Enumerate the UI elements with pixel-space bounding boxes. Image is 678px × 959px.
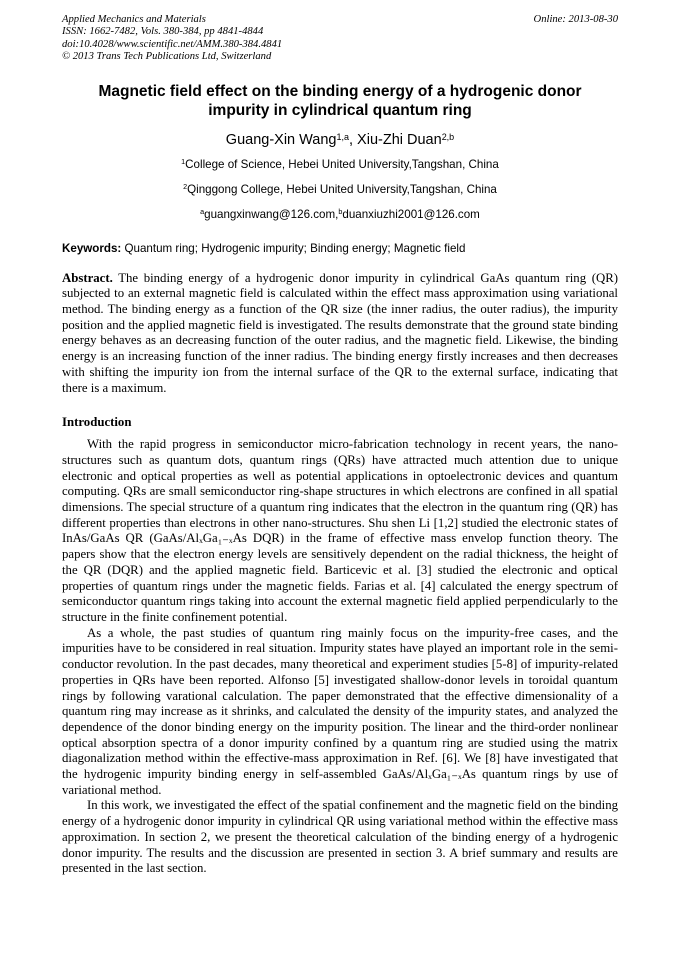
doi-line: doi:10.4028/www.scientific.net/AMM.380-384.4841 xyxy=(62,38,283,50)
affiliation-1-text: College of Science, Hebei United University,Tangshan, China xyxy=(185,157,499,171)
journal-name: Applied Mechanics and Materials xyxy=(62,14,206,25)
affiliation-1-marker: 1 xyxy=(181,157,186,167)
section-heading-introduction: Introduction xyxy=(62,415,132,430)
email-a: guangxinwang@126.com, xyxy=(204,207,339,221)
authors-line xyxy=(62,131,618,149)
author-name-2: , Xiu-Zhi Duan xyxy=(349,131,442,148)
intro-paragraph-1: With the rapid progress in semiconductor micro-fabrication technology in recent years, the nano-structures such as quantum dots, quantum rings (QRs) have attracted much attention due to unique electronic and optical properties as well as potential applications in optoelectronic devices and quantum computing. QRs are small semiconductor ring-shape structures in which electrons are confined in all spatial dimensions. The special structure of a quantum ring indicates that the electron in the quantum ring (QR) has different properties than electrons in other nano-structures. Shu shen Li [1,2] studied the electronic states of InAs/GaAs QR (GaAs/AlₓGa₁₋ₓAs DQR) in the frame of effective mass envelop function theory. The papers show that the electron energy levels are sensitively dependent on the radial thickness, the height of the QR (DQR) and the applied magnetic field. Barticevic et al. [3] studied the electronic and optical properties of quantum rings under the magnetic fields. Farias et al. [4] calculated the energy spectrum of semiconductor quantum rings taking into account the external magnetic field applied perpendicularly to the structure in the finite confinement potential. xyxy=(62,437,618,624)
email-b: duanxiuzhi2001@126.com xyxy=(342,207,480,221)
online-date: Online: 2013-08-30 xyxy=(533,14,618,25)
intro-paragraph-2: As a whole, the past studies of quantum ring mainly focus on the impurity-free cases, and the impurities have to be considered in real situation. Impurity states have played an important role in the semi-conductor revolution. In the past decades, many theoretical and experiment studies [5-8] of impurity-related properties in QRs have been reported. Alfonso [5] investigated shallow-donor levels in toroidal quantum rings by following varational calculation. The paper demonstrated that the effective dimensionality of a quantum ring may increase as it shrinks, and calculated the density of the impurity states, and analyzed the dependence of the donor binding energy on the impurity position. The linear and the third-order nonlinear optical absorption spectra of a donor impurity confined by a quantum ring are studied using the matrix diagonalization method within the effective-mass approximation in Ref. [6]. We [8] have investigated that the hydrogenic impurity binding energy in self-assembled GaAs/AlₓGa₁₋ₓAs quantum rings by use of variational method. xyxy=(62,625,618,797)
abstract-paragraph xyxy=(62,271,618,397)
intro-paragraph-3: In this work, we investigated the effect of the spatial confinement and the magnetic field on the binding energy of a hydrogenic donor impurity in cylindrical QR using variational method within the effective mass approximation. In section 2, we present the theoretical calculation of the binding energy of a hydrogenic donor impurity. The results and the discussion are presented in section 3. A brief summary and results are presented in the last section. xyxy=(62,798,618,876)
email-marker-a: a xyxy=(200,207,205,217)
page-header xyxy=(62,14,618,64)
author-sup-1: 1,a xyxy=(336,131,349,142)
email-marker-b: b xyxy=(338,207,343,217)
affiliation-2 xyxy=(62,183,618,197)
keywords-text: Quantum ring; Hydrogenic impurity; Binding energy; Magnetic field xyxy=(124,241,466,255)
author-name-1: Guang-Xin Wang xyxy=(225,131,337,148)
emails-line xyxy=(62,208,618,222)
affiliation-2-text: Qinggong College, Hebei United University,Tangshan, China xyxy=(187,182,497,196)
abstract-label: Abstract. xyxy=(62,270,113,285)
abstract-text: The binding energy of a hydrogenic donor impurity in cylindrical GaAs quantum ring (QR) subjected to an external magnetic field is calculated within the effect mass approximation using variational method. The binding energy as a function of the QR size (the inner radius, the outer radius), the impurity position and the applied magnetic field is investigated. The results demonstrate that the ground state binding energy behaves as an decreasing function of the outer radius, and the magnetic field. Likewise, the binding energy is an increasing function of the inner radius. The binding energy firstly increases and then decreases with shifting the impurity ion from the internal surface of the QR to the external surface, indicating that there is a maximum. xyxy=(62,270,618,395)
copyright-line: © 2013 Trans Tech Publications Ltd, Switzerland xyxy=(62,51,272,63)
paper-title: Magnetic field effect on the binding energy of a hydrogenic donor impurity in cylindrical quantum ring xyxy=(98,82,582,119)
issn-line: ISSN: 1662-7482, Vols. 380-384, pp 4841-4844 xyxy=(62,26,264,38)
author-sup-2: 2,b xyxy=(441,131,455,142)
keywords-line xyxy=(62,242,618,256)
affiliation-2-marker: 2 xyxy=(183,182,188,192)
journal-info-block xyxy=(62,14,282,64)
keywords-label: Keywords: xyxy=(62,241,122,255)
affiliation-1 xyxy=(62,158,618,172)
